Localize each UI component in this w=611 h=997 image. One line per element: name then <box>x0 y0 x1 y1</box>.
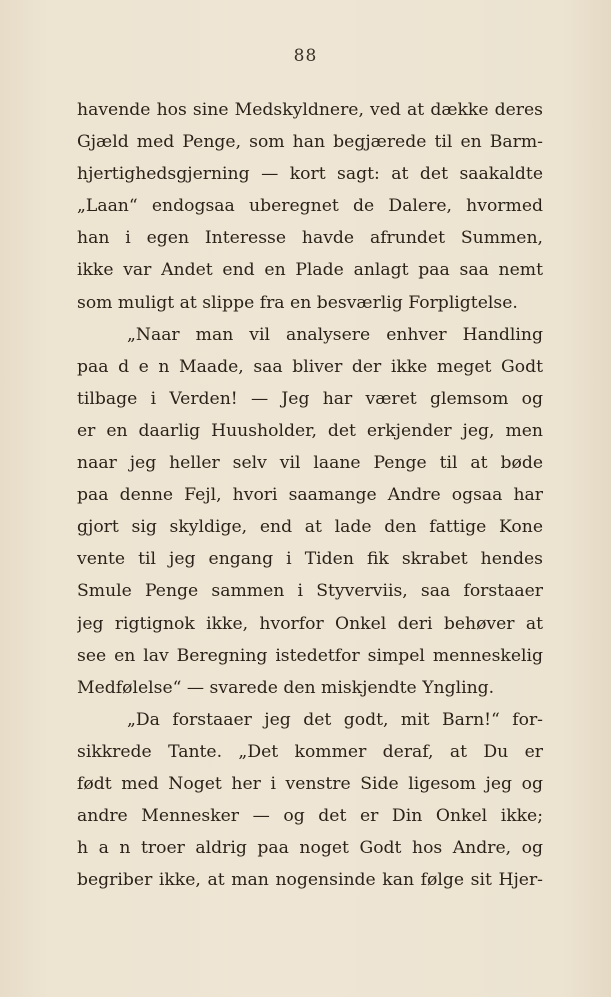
text-line: havende hos sine Medskyldnere, ved at dække deres <box>77 100 543 120</box>
text-line: „Da forstaaer jeg det godt, mit Barn!“ for- <box>127 709 543 730</box>
text-line: er en daarlig Huusholder, det erkjender jeg, men <box>77 420 543 441</box>
text-line: h a n troer aldrig paa noget Godt hos Andre, og <box>77 838 543 859</box>
text-line: Gjæld med Penge, som han begjærede til en Barm- <box>77 132 543 153</box>
text-line: sikkrede Tante. „Det kommer deraf, at Du er <box>77 741 543 762</box>
text-line: „Laan“ endogsaa uberegnet de Dalere, hvormed <box>77 196 543 217</box>
text-line: som muligt at slippe fra en besværlig Forpligtelse. <box>77 292 518 313</box>
text-line: paa denne Fejl, hvori saamange Andre ogsaa har <box>77 485 543 506</box>
text-line: paa d e n Maade, saa bliver der ikke meget Godt <box>77 356 543 377</box>
text-line: født med Noget her i venstre Side ligesom jeg og <box>77 773 543 794</box>
text-line: jeg rigtignok ikke, hvorfor Onkel deri behøver at <box>77 613 543 634</box>
text-line: gjort sig skyldige, end at lade den fattige Kone <box>77 517 543 538</box>
text-line: Smule Penge sammen i Styverviis, saa forstaaer <box>77 581 543 602</box>
text-line: han i egen Interesse havde afrundet Summen, <box>77 228 543 249</box>
text-line: Medfølelse“ — svarede den miskjendte Yngling. <box>77 677 495 698</box>
body-text <box>77 94 543 896</box>
text-line: andre Mennesker — og det er Din Onkel ikke; <box>77 806 543 827</box>
text-line: hjertighedsgjerning — kort sagt: at det saakaldte <box>77 164 543 185</box>
text-line: vente til jeg engang i Tiden fik skrabet hendes <box>77 549 543 570</box>
text-line: see en lav Beregning istedetfor simpel menneskelig <box>77 645 543 666</box>
page-number: 88 <box>293 46 318 66</box>
text-line: „Naar man vil analysere enhver Handling <box>127 324 543 345</box>
text-line: begriber ikke, at man nogensinde kan følge sit Hjer- <box>77 870 543 891</box>
text-line: tilbage i Verden! — Jeg har været glemsom og <box>77 388 543 409</box>
text-line: naar jeg heller selv vil laane Penge til at bøde <box>77 453 543 474</box>
text-line: ikke var Andet end en Plade anlagt paa saa nemt <box>77 260 543 281</box>
